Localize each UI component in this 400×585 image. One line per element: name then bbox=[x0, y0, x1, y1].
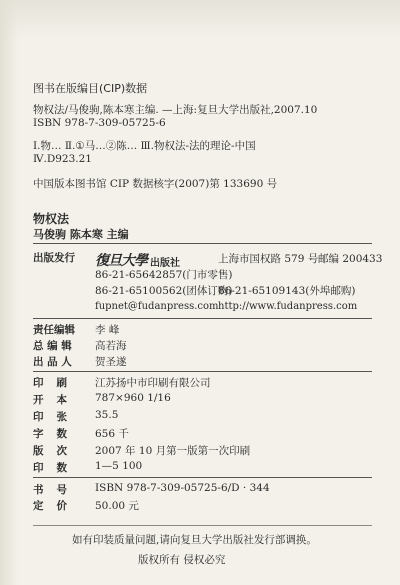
cip-line-4: Ⅳ.D923.21 bbox=[33, 153, 92, 165]
credit-label: 总 编 辑 bbox=[33, 340, 72, 352]
credit-value: 贺圣遂 bbox=[95, 356, 127, 368]
credit-label: 责任编辑 bbox=[33, 324, 75, 336]
phone-group: 86-21-65100562(团体订购) bbox=[95, 285, 233, 297]
spec-value: 江苏扬中市印刷有限公司 bbox=[95, 377, 211, 389]
quality-notice: 如有印装质量问题,请向复旦大学出版社发行部调换。 bbox=[72, 534, 317, 546]
spec-value: 787×960 1/16 bbox=[95, 392, 171, 404]
spec-label: 印 张 bbox=[33, 411, 67, 423]
rights-notice: 版权所有 侵权必究 bbox=[138, 554, 226, 566]
phone-mail: 86-21-65109143(外埠邮购) bbox=[218, 285, 356, 297]
publisher-logo: 復旦大學 bbox=[95, 253, 147, 269]
spec-label: 版 次 bbox=[33, 445, 67, 457]
cip-line-2: ISBN 978-7-309-05725-6 bbox=[33, 117, 166, 129]
credit-value: 李 峰 bbox=[95, 324, 120, 336]
phone-retail: 86-21-65642857(门市零售) bbox=[95, 269, 233, 281]
divider-2 bbox=[33, 318, 372, 319]
divider-4 bbox=[33, 477, 372, 478]
pricing-label: 定 价 bbox=[33, 500, 67, 512]
book-editors: 马俊驹 陈本寒 主编 bbox=[33, 228, 129, 241]
cip-line-5: 中国版本图书馆 CIP 数据核字(2007)第 133690 号 bbox=[33, 178, 278, 190]
spec-value: 1—5 100 bbox=[95, 460, 143, 472]
spec-value: 2007 年 10 月第一版第一次印刷 bbox=[95, 445, 251, 457]
cip-line-1: 物权法/马俊驹,陈本寒主编. —上海:复旦大学出版社,2007.10 bbox=[33, 104, 318, 116]
publisher-address: 上海市国权路 579 号 bbox=[218, 253, 319, 265]
spec-value: 656 千 bbox=[95, 428, 129, 440]
spec-value: 35.5 bbox=[95, 409, 119, 421]
cip-heading: 图书在版编目(CIP)数据 bbox=[33, 82, 148, 95]
publisher-postcode: 邮编 200433 bbox=[318, 253, 383, 265]
publisher-email: fupnet@fudanpress.com bbox=[95, 301, 219, 312]
publisher-logo-suffix: 出版社 bbox=[150, 258, 180, 269]
spec-label: 印 数 bbox=[33, 462, 67, 474]
credit-label: 出 品 人 bbox=[33, 356, 72, 368]
isbn-value: ISBN 978-7-309-05725-6/D · 344 bbox=[95, 482, 270, 494]
pricing-label: 书 号 bbox=[33, 484, 67, 496]
cip-line-3: Ⅰ.物… Ⅱ.①马…②陈… Ⅲ.物权法-法的理论-中国 bbox=[33, 140, 256, 152]
credit-value: 高若海 bbox=[95, 340, 127, 352]
spec-label: 开 本 bbox=[33, 394, 67, 406]
divider-3 bbox=[33, 371, 372, 372]
spec-label: 印 刷 bbox=[33, 377, 67, 389]
book-title: 物权法 bbox=[33, 212, 70, 226]
spec-label: 字 数 bbox=[33, 428, 67, 440]
publisher-label: 出版发行 bbox=[33, 252, 75, 264]
divider-1 bbox=[33, 243, 372, 244]
page-shadow-left bbox=[0, 0, 18, 585]
page-shadow-top bbox=[0, 0, 400, 40]
divider-5 bbox=[33, 525, 372, 526]
price-value: 50.00 元 bbox=[95, 500, 139, 512]
publisher-website: http://www.fudanpress.com bbox=[218, 301, 358, 312]
